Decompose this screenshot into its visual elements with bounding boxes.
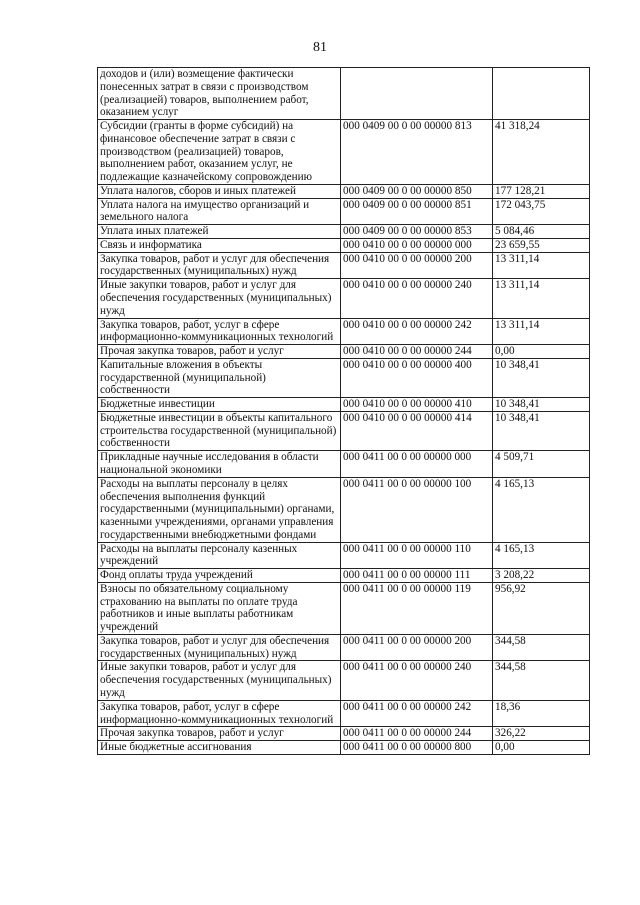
- row-code-cell: [341, 68, 493, 120]
- table-row: [98, 582, 590, 634]
- budget-table-body: [98, 68, 590, 755]
- row-code-cell: 000 0410 00 0 00 00000 244: [341, 345, 493, 359]
- row-amount-cell: 0,00: [493, 345, 590, 359]
- row-name-cell: Иные закупки товаров, работ и услуг для обеспечения государственных (муниципальных) нужд: [98, 661, 341, 700]
- row-amount-cell: 172 043,75: [493, 198, 590, 225]
- row-code-cell: 000 0411 00 0 00 00000 000: [341, 451, 493, 478]
- row-name-cell: Закупка товаров, работ, услуг в сфере информационно-коммуникационных технологий: [98, 700, 341, 727]
- row-amount-cell: 10 348,41: [493, 411, 590, 450]
- row-code-cell: 000 0411 00 0 00 00000 244: [341, 727, 493, 741]
- table-row: [98, 279, 590, 318]
- table-row: [98, 398, 590, 412]
- row-amount-cell: 5 084,46: [493, 225, 590, 239]
- row-code-cell: 000 0410 00 0 00 00000 414: [341, 411, 493, 450]
- row-code-cell: 000 0411 00 0 00 00000 111: [341, 569, 493, 583]
- table-row: [98, 700, 590, 727]
- row-name-cell: Взносы по обязательному социальному страхованию на выплаты по оплате труда работников и иные выплаты работникам учреждений: [98, 582, 341, 634]
- row-name-cell: Прочая закупка товаров, работ и услуг: [98, 345, 341, 359]
- row-amount-cell: 344,58: [493, 661, 590, 700]
- row-name-cell: Уплата иных платежей: [98, 225, 341, 239]
- row-amount-cell: 4 165,13: [493, 477, 590, 542]
- row-amount-cell: 10 348,41: [493, 398, 590, 412]
- row-amount-cell: 344,58: [493, 634, 590, 661]
- row-code-cell: 000 0411 00 0 00 00000 119: [341, 582, 493, 634]
- page-number: 81: [313, 40, 327, 55]
- row-name-cell: Бюджетные инвестиции: [98, 398, 341, 412]
- row-code-cell: 000 0409 00 0 00 00000 853: [341, 225, 493, 239]
- row-code-cell: 000 0409 00 0 00 00000 851: [341, 198, 493, 225]
- row-amount-cell: 956,92: [493, 582, 590, 634]
- row-name-cell: Иные бюджетные ассигнования: [98, 741, 341, 755]
- row-code-cell: 000 0410 00 0 00 00000 200: [341, 252, 493, 279]
- row-code-cell: 000 0411 00 0 00 00000 100: [341, 477, 493, 542]
- row-code-cell: 000 0409 00 0 00 00000 813: [341, 120, 493, 185]
- table-row: [98, 358, 590, 397]
- row-amount-cell: 18,36: [493, 700, 590, 727]
- table-row: [98, 727, 590, 741]
- row-amount-cell: 41 318,24: [493, 120, 590, 185]
- row-amount-cell: 13 311,14: [493, 279, 590, 318]
- row-name-cell: Иные закупки товаров, работ и услуг для обеспечения государственных (муниципальных) нужд: [98, 279, 341, 318]
- row-amount-cell: 326,22: [493, 727, 590, 741]
- row-amount-cell: 4 509,71: [493, 451, 590, 478]
- row-name-cell: Связь и информатика: [98, 238, 341, 252]
- row-name-cell: Закупка товаров, работ и услуг для обеспечения государственных (муниципальных) нужд: [98, 634, 341, 661]
- row-name-cell: Капитальные вложения в объекты государственной (муниципальной) собственности: [98, 358, 341, 397]
- row-amount-cell: 4 165,13: [493, 542, 590, 569]
- row-code-cell: 000 0410 00 0 00 00000 240: [341, 279, 493, 318]
- table-row: [98, 661, 590, 700]
- budget-table: [97, 67, 590, 755]
- row-code-cell: 000 0410 00 0 00 00000 242: [341, 318, 493, 345]
- row-name-cell: Прочая закупка товаров, работ и услуг: [98, 727, 341, 741]
- row-amount-cell: 10 348,41: [493, 358, 590, 397]
- row-amount-cell: 0,00: [493, 741, 590, 755]
- table-row: [98, 318, 590, 345]
- row-name-cell: Уплата налога на имущество организаций и земельного налога: [98, 198, 341, 225]
- row-code-cell: 000 0410 00 0 00 00000 000: [341, 238, 493, 252]
- row-amount-cell: 23 659,55: [493, 238, 590, 252]
- row-code-cell: 000 0409 00 0 00 00000 850: [341, 184, 493, 198]
- table-row: [98, 542, 590, 569]
- row-code-cell: 000 0410 00 0 00 00000 410: [341, 398, 493, 412]
- row-name-cell: Закупка товаров, работ, услуг в сфере информационно-коммуникационных технологий: [98, 318, 341, 345]
- table-row: [98, 184, 590, 198]
- table-row: [98, 120, 590, 185]
- row-amount-cell: [493, 68, 590, 120]
- row-code-cell: 000 0411 00 0 00 00000 240: [341, 661, 493, 700]
- row-name-cell: Бюджетные инвестиции в объекты капитального строительства государственной (муниципальной) собственности: [98, 411, 341, 450]
- row-name-cell: Фонд оплаты труда учреждений: [98, 569, 341, 583]
- row-amount-cell: 177 128,21: [493, 184, 590, 198]
- table-row: [98, 451, 590, 478]
- row-code-cell: 000 0410 00 0 00 00000 400: [341, 358, 493, 397]
- row-name-cell: Закупка товаров, работ и услуг для обеспечения государственных (муниципальных) нужд: [98, 252, 341, 279]
- row-name-cell: доходов и (или) возмещение фактически понесенных затрат в связи с производством (реализацией) товаров, выполнением работ, оказанием услуг: [98, 68, 341, 120]
- row-code-cell: 000 0411 00 0 00 00000 200: [341, 634, 493, 661]
- row-amount-cell: 3 208,22: [493, 569, 590, 583]
- row-name-cell: Расходы на выплаты персоналу казенных учреждений: [98, 542, 341, 569]
- table-row: [98, 634, 590, 661]
- row-name-cell: Уплата налогов, сборов и иных платежей: [98, 184, 341, 198]
- table-row: [98, 68, 590, 120]
- table-row: [98, 345, 590, 359]
- table-row: [98, 198, 590, 225]
- row-code-cell: 000 0411 00 0 00 00000 110: [341, 542, 493, 569]
- row-name-cell: Субсидии (гранты в форме субсидий) на финансовое обеспечение затрат в связи с производством (реализацией) товаров, выполнением работ, оказанием услуг, не подлежащие казначейскому сопровождению: [98, 120, 341, 185]
- row-amount-cell: 13 311,14: [493, 252, 590, 279]
- table-row: [98, 238, 590, 252]
- table-row: [98, 741, 590, 755]
- table-row: [98, 569, 590, 583]
- table-row: [98, 477, 590, 542]
- row-code-cell: 000 0411 00 0 00 00000 800: [341, 741, 493, 755]
- row-name-cell: Прикладные научные исследования в области национальной экономики: [98, 451, 341, 478]
- table-row: [98, 225, 590, 239]
- row-amount-cell: 13 311,14: [493, 318, 590, 345]
- row-code-cell: 000 0411 00 0 00 00000 242: [341, 700, 493, 727]
- row-name-cell: Расходы на выплаты персоналу в целях обеспечения выполнения функций государственными (муниципальными) органами, казенными учреждениями, органами управления государственными внебюджетными фондами: [98, 477, 341, 542]
- table-row: [98, 411, 590, 450]
- table-row: [98, 252, 590, 279]
